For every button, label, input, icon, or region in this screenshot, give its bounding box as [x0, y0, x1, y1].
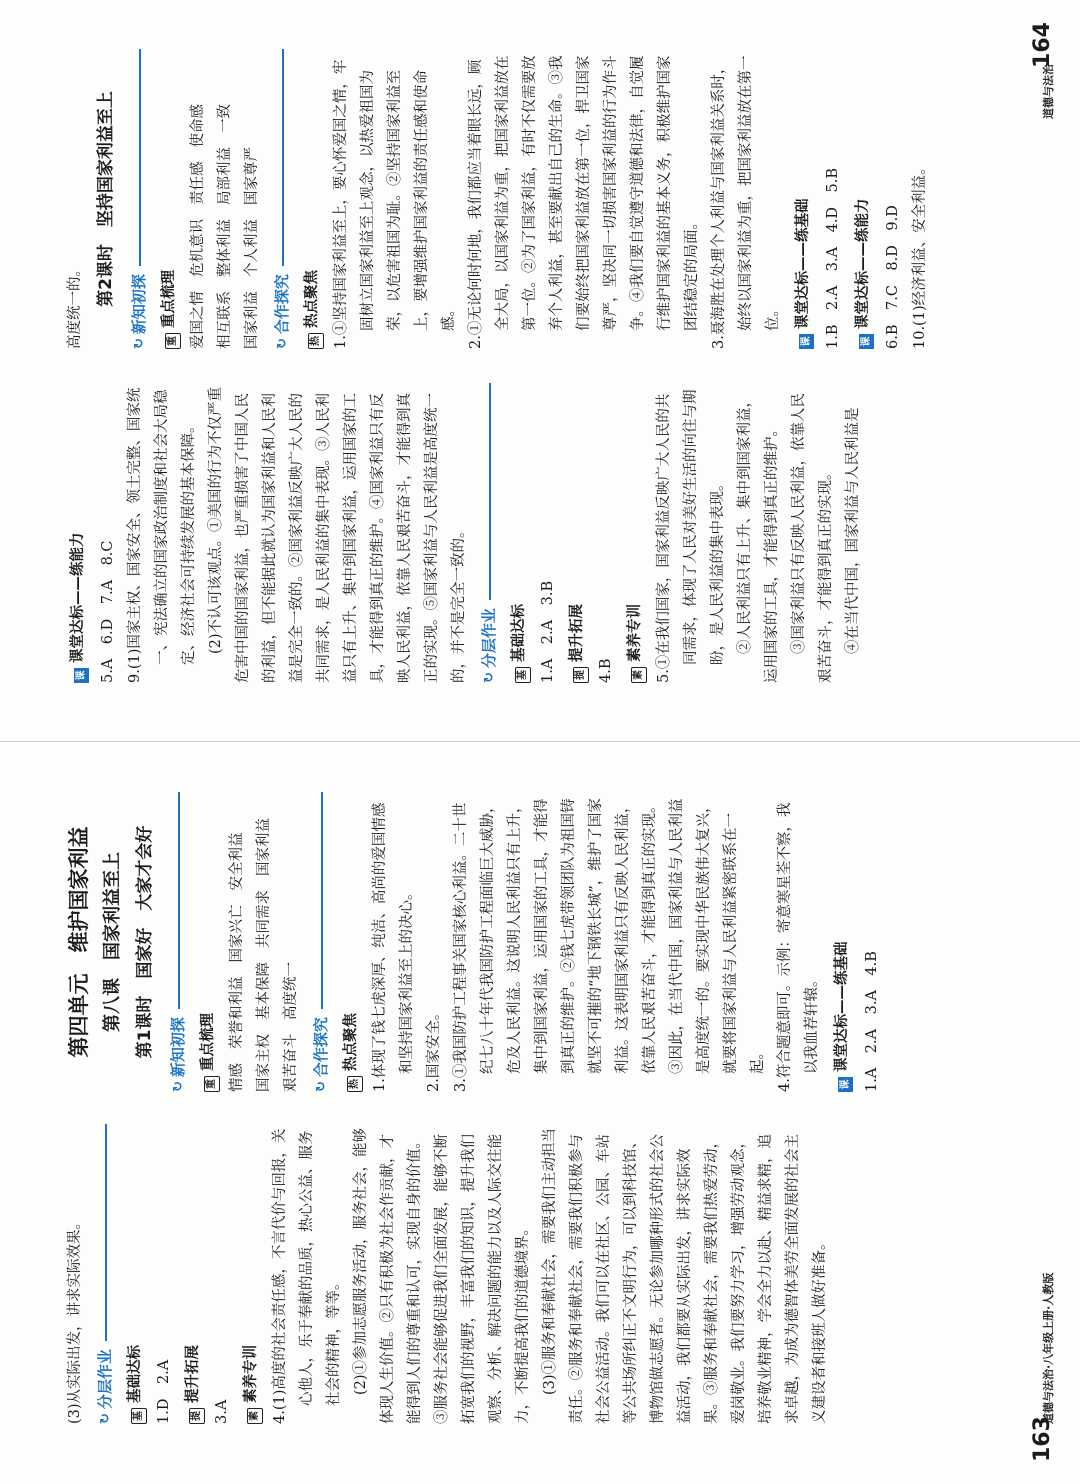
subsection-header — [299, 49, 326, 349]
section-header — [269, 49, 296, 349]
right-page-column-1 — [62, 383, 1012, 683]
answer-paragraph: (2)不认可该观点。①美国的行为不仅严重危害中国的国家利益，也严重损害了中国人民的利益，但不能据此就认为国家利益和人民利益是完全一致的。②国家利益反映广大人民的共同需求，是人民利益的集中表现。③人民利益只有上升、集中到国家利益，运用国家的工具，才能得到真正的维护。④国家利益只有反映人民利益，依靠人民艰苦奋斗，才能得到真正的实现。⑤国家利益与人民利益是高度统一的，并不是完全一致的。 — [208, 386, 467, 683]
section-rule — [139, 49, 141, 266]
section-title: 新知初探 — [169, 1017, 187, 1078]
section-rule — [282, 49, 284, 266]
running-footer-right: 道德与法治 — [1042, 64, 1055, 119]
subsection-header — [622, 383, 649, 683]
keyword-item: 责任感 — [190, 161, 206, 205]
section-title: 合作探究 — [273, 274, 291, 335]
keyword-item: 荣誉和利益 — [229, 976, 245, 1049]
section-refresh-icon: ↻ — [482, 672, 497, 683]
keyword-item: 安全利益 — [229, 832, 245, 891]
subsection-title: 素养专训 — [627, 604, 643, 662]
section-rule — [489, 383, 491, 600]
left-page — [0, 742, 1080, 1484]
subsection-title: 提升拓展 — [185, 1345, 201, 1403]
subsection-badge-icon: 提 — [189, 1408, 205, 1424]
answer-paragraph: 2.国家安全。 — [426, 1005, 442, 1092]
answer-paragraph: 4.符合题意即可。示例：寄意寒星荃不察，我以我血荐轩辕。 — [777, 802, 820, 1092]
section-refresh-icon: ↻ — [275, 338, 290, 349]
answer-paragraph: 1.A 2.A 3.A 4.B — [864, 951, 880, 1092]
keyword-item: 相互联系 — [217, 291, 233, 349]
answer-paragraph: 4.B — [598, 658, 614, 683]
keyword-item: 国家利益 — [256, 818, 272, 876]
section-refresh-icon: ↻ — [132, 338, 147, 349]
subsection-title: 重点梳理 — [161, 270, 177, 328]
subsection-title: 基础达标 — [511, 604, 527, 662]
keyword-item: 情感 — [229, 1063, 245, 1092]
answer-paragraph: 6.B 7.C 8.D 9.D — [885, 205, 901, 349]
answer-paragraph: (3)①服务和奉献社会，需要我们主动担当责任。②服务和奉献社会，需要我们积极参与社会公益活动。我们可以在社区、公园、车站等公共场所纠正不文明行为，可以到科技馆、博物馆做志愿者。无论参加哪种形式的社会公益活动，我们都要从实际出发，讲求实际效果。③服务和奉献社会，需要我们热爱劳动，爱岗敬业。我们要努力学习，增强劳动观念，培养敬业精神，学会全力以赴、精益求精，追求卓越，为成为德智体美劳全面发展的社会主义建设者和接班人做好准备。 — [542, 1127, 828, 1424]
keyword-item: 基本保障 — [256, 962, 272, 1020]
section-rule — [321, 792, 323, 1009]
keyword-item: 国家尊严 — [244, 147, 260, 205]
keyword-answers — [185, 49, 266, 349]
answer-paragraph: 3.①我国防护工程事关国家核心利益。二十世纪七八十年代我国防护工程面临巨大威胁，危及人民利益。这说明人民利益只有上升，集中到国家利益，运用国家的工具，才能得到真正的维护。②钱七虎带领团队为祖国铸就坚不可摧的“地下钢铁长城”，维护了国家利益。这表明国家利益只有反映人民利益，依靠人民艰苦奋斗，才能得到真正的实现。③因此，在当代中国，国家利益与人民利益是高度统一的。要实现中华民族伟大复兴，就要将国家利益与人民利益紧密联系在一起。 — [453, 798, 766, 1092]
subsection-header — [156, 49, 183, 349]
subsection-title: 重点梳理 — [200, 1013, 216, 1071]
period-title: 第2课时 坚持国家利益至上 — [96, 91, 116, 307]
practice-header — [850, 49, 877, 349]
keyword-answers — [224, 792, 305, 1092]
answer-paragraph: 高度统一的。 — [67, 262, 83, 349]
answer-paragraph: 10.(1)经济利益、安全利益。 — [912, 160, 928, 349]
answer-paragraph: ②人民利益只有上升、集中到国家利益，运用国家的工具，才能得到真正的维护。 — [737, 393, 780, 683]
unit-title: 第四单元 维护国家利益 — [67, 826, 91, 1058]
section-header — [476, 383, 503, 683]
lesson-title: 第八课 国家利益至上 — [102, 852, 123, 1032]
subsection-title: 提升拓展 — [569, 604, 585, 662]
subsection-header — [195, 792, 222, 1092]
answer-paragraph: 1.体现了钱七虎深厚、纯洁、高尚的爱国情感和坚持国家利益至上的决心。 — [372, 802, 415, 1092]
section-title: 合作探究 — [312, 1017, 330, 1078]
answer-paragraph: 5.①在我们国家，国家利益反映广大人民的共同需求，体现了人民对美好生活的向往与期盼，是人民利益的集中表现。 — [656, 389, 726, 683]
section-refresh-icon: ↻ — [314, 1081, 329, 1092]
subsection-title: 基础达标 — [127, 1345, 143, 1403]
answer-paragraph: 4.(1)高度的社会责任感，不言代价与回报，关心他人，乐于奉献的品质，热心公益、服务社会的精神，等等。 — [272, 1128, 342, 1424]
keyword-item: 危机意识 — [190, 219, 206, 277]
subsection-badge-icon: 课 — [859, 334, 874, 349]
answer-paragraph: 9.(1)国家主权、国家安全、领土完整、国家统一、宪法确立的国家政治制度和社会大局稳定、经济社会可持续发展的基本保障。 — [127, 387, 197, 683]
section-header — [126, 49, 153, 349]
subsection-title: 素养专训 — [243, 1345, 259, 1403]
practice-header — [790, 49, 817, 349]
keyword-item: 一致 — [217, 104, 233, 133]
keyword-item: 个人利益 — [244, 219, 260, 277]
answer-paragraph: 2.①无论何时何地，我们都应当着眼长远，顾全大局，以国家利益为重，把国家利益放在第一位。②为了国家利益，有时不仅需要放弃个人利益，甚至要献出自己的生命。③我们要始终把国家利益放在第一位，捍卫国家尊严，坚决同一切损害国家利益的行为作斗争。④我们要自觉遵守道德和法律，自觉履行维护国家利益的基本义务，积极维护国家团结稳定的局面。 — [468, 55, 700, 349]
subsection-title: 热点聚焦 — [304, 270, 320, 328]
subsection-badge-icon: 课 — [838, 1077, 853, 1092]
keyword-item: 国家利益 — [244, 291, 260, 349]
subsection-badge-icon: 重 — [204, 1076, 220, 1092]
subsection-badge-icon: 素 — [247, 1408, 263, 1424]
subsection-badge-icon: 提 — [573, 667, 589, 683]
subsection-header — [506, 383, 533, 683]
answer-paragraph: 1.A 2.A 3.B — [540, 580, 556, 683]
answer-paragraph: (3)从实际出发，讲求实际效果。 — [67, 1214, 83, 1424]
keyword-item: 国家主权 — [256, 1034, 272, 1092]
section-title: 新知初探 — [130, 274, 148, 335]
subsection-badge-icon: 课 — [74, 668, 89, 683]
answer-paragraph: (2)①参加志愿服务活动，服务社会，能够体现人生价值。②只有积极为社会作贡献，才能得到人们的尊重和认可，实现自身的价值。③服务社会能够促进我们全面发展，能够不断拓宽我们的视野，丰富我们的知识，提升我们观察、分析、解决问题的能力以及人际交往能力，不断提高我们的道德境界。 — [353, 1127, 531, 1424]
keyword-item: 高度统一 — [283, 962, 299, 1020]
keyword-item: 局部利益 — [217, 147, 233, 205]
subsection-badge-icon: 课 — [799, 334, 814, 349]
section-title: 分层作业 — [480, 608, 498, 669]
keyword-item: 使命感 — [190, 104, 206, 148]
page-number-right: 164 — [1030, 22, 1055, 68]
subsection-title: 课堂达标——练基础 — [795, 198, 811, 329]
answer-paragraph: 1.①坚持国家利益至上，要心怀爱国之情，牢固树立国家利益至上观念，以热爱祖国为荣，以危害祖国为耻。②坚持国家利益至上，要增强维护国家利益的责任感和使命感。 — [333, 59, 457, 349]
left-page-column-2 — [62, 792, 1012, 1092]
section-header — [308, 792, 335, 1092]
subsection-title: 课堂达标——练基础 — [834, 941, 850, 1072]
section-refresh-icon: ↻ — [98, 1413, 113, 1424]
keyword-item: 爱国之情 — [190, 291, 206, 349]
subsection-title: 热点聚焦 — [343, 1013, 359, 1071]
period-title: 第1课时 国家好 大家才会好 — [135, 825, 155, 1059]
subsection-badge-icon: 重 — [165, 333, 181, 349]
subsection-header — [180, 1124, 207, 1424]
subsection-badge-icon: 热 — [347, 1076, 363, 1092]
subsection-header — [238, 1124, 265, 1424]
subsection-badge-icon: 基 — [515, 667, 531, 683]
subsection-header — [122, 1124, 149, 1424]
answer-paragraph: 1.B 2.A 3.A 4.D 5.B — [825, 167, 841, 349]
section-header — [165, 792, 192, 1092]
answer-paragraph: 5.A 6.D 7.A 8.C — [100, 540, 116, 683]
subsection-badge-icon: 热 — [308, 333, 324, 349]
answer-paragraph: 1.D 2.A — [156, 1359, 172, 1424]
answer-paragraph: 3.A — [214, 1399, 230, 1424]
left-page-column-1 — [62, 1124, 1012, 1424]
keyword-item: 艰苦奋斗 — [283, 1034, 299, 1092]
running-footer-left: 道德与法治·八年级上册·人教版 — [1042, 1272, 1055, 1424]
practice-header — [829, 792, 856, 1092]
practice-header — [65, 383, 92, 683]
section-refresh-icon: ↻ — [171, 1081, 186, 1092]
subsection-header — [564, 383, 591, 683]
right-page-column-2 — [62, 49, 1012, 349]
page-number-left: 163 — [1030, 1416, 1055, 1462]
answer-paragraph: 3.聂海胜在处理个人利益与国家利益关系时，始终以国家利益为重，把国家利益放在第一位。 — [711, 55, 781, 349]
subsection-badge-icon: 素 — [631, 667, 647, 683]
keyword-item: 国家兴亡 — [229, 904, 245, 963]
subsection-badge-icon: 基 — [131, 1408, 147, 1424]
section-rule — [178, 792, 180, 1009]
section-title: 分层作业 — [96, 1349, 114, 1410]
section-rule — [105, 1124, 107, 1341]
answer-paragraph: ④在当代中国，国家利益与人民利益是 — [845, 407, 861, 654]
section-header — [92, 1124, 119, 1424]
keyword-item: 共同需求 — [256, 890, 272, 948]
subsection-title: 课堂达标——练能力 — [70, 532, 86, 663]
subsection-header — [338, 792, 365, 1092]
subsection-title: 课堂达标——练能力 — [855, 198, 871, 329]
answer-paragraph: ③国家利益只有反映人民利益，依靠人民艰苦奋斗，才能得到真正的实现。 — [791, 393, 834, 683]
keyword-item: 整体利益 — [217, 219, 233, 277]
